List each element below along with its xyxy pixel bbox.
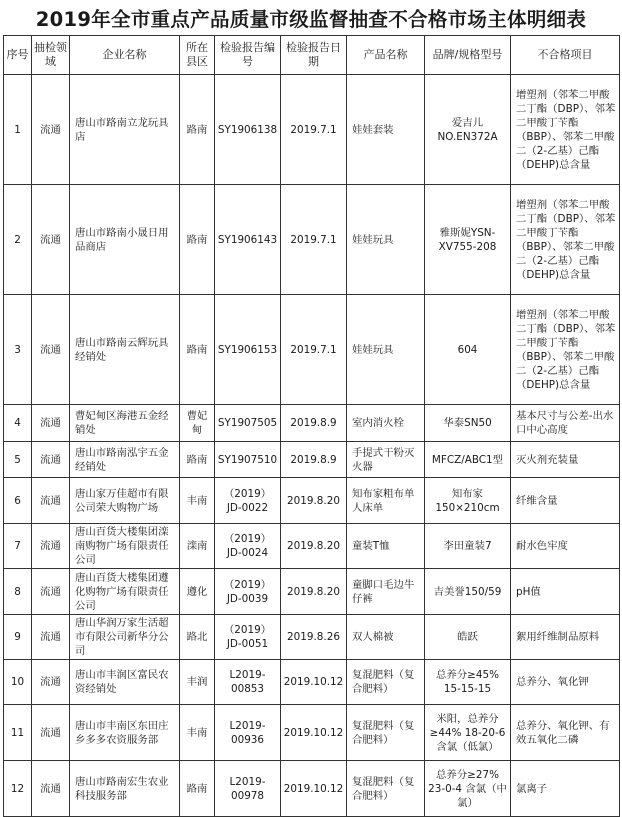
product-cell: 娃娃套装 [347, 75, 425, 185]
row-number: 1 [4, 75, 32, 185]
company-cell: 唐山市路南宏生农业科技服务部 [70, 761, 180, 817]
report-number-cell: L2019-00978 [215, 761, 281, 817]
table-row [4, 615, 620, 660]
product-cell: 复混肥料（复合肥料） [347, 761, 425, 817]
table-row [4, 75, 620, 185]
row-number: 5 [4, 442, 32, 478]
report-date-cell: 2019.8.20 [281, 478, 347, 524]
product-cell: 复混肥料（复合肥料） [347, 660, 425, 705]
report-number-cell: （2019）JD-0039 [215, 569, 281, 615]
brand-cell: 知布家 150×210cm [425, 478, 511, 524]
defect-cell: 增塑剂（邻苯二甲酸二丁酯（DBP）、邻苯二甲酸丁苄酯（BBP）、邻苯二甲酸二（2-乙基）己酯（DEHP)总含量 [511, 295, 620, 405]
product-cell: 室内消火栓 [347, 405, 425, 442]
row-number: 2 [4, 185, 32, 295]
page-title: 2019年全市重点产品质量市级监督抽查不合格市场主体明细表 [35, 8, 587, 31]
county-cell: 遵化 [180, 569, 215, 615]
county-cell: 路南 [180, 442, 215, 478]
report-number-cell: L2019-00853 [215, 660, 281, 705]
defect-cell: 总养分、氧化钾、有效五氧化二磷 [511, 705, 620, 761]
report-date-cell: 2019.10.12 [281, 761, 347, 817]
header-cell: 检验报告编号 [215, 36, 281, 75]
table-row [4, 705, 620, 761]
product-cell: 娃娃玩具 [347, 295, 425, 405]
field-cell: 流通 [32, 478, 70, 524]
row-number: 7 [4, 524, 32, 569]
header-cell: 所在县区 [180, 36, 215, 75]
defect-cell: 氯离子 [511, 761, 620, 817]
row-number: 4 [4, 405, 32, 442]
report-date-cell: 2019.8.26 [281, 615, 347, 660]
field-cell: 流通 [32, 660, 70, 705]
table-header-row [4, 36, 620, 75]
table-row [4, 405, 620, 442]
defect-cell: 耐水色牢度 [511, 524, 620, 569]
company-cell: 唐山百货大楼集团遵化购物广场有限责任公司 [70, 569, 180, 615]
county-cell: 路南 [180, 761, 215, 817]
report-number-cell: SY1907505 [215, 405, 281, 442]
brand-cell: MFCZ/ABC1型 [425, 442, 511, 478]
field-cell: 流通 [32, 442, 70, 478]
company-cell: 唐山市路南小晟日用品商店 [70, 185, 180, 295]
header-cell: 不合格项目 [511, 36, 620, 75]
company-cell: 唐山华润万家生活超市有限公司新华分公司 [70, 615, 180, 660]
row-number: 12 [4, 761, 32, 817]
report-number-cell: SY1906138 [215, 75, 281, 185]
brand-cell: 总养分≥27% 23-0-4 含氯（中氯） [425, 761, 511, 817]
table-row [4, 185, 620, 295]
defect-cell: 灭火剂充装量 [511, 442, 620, 478]
report-number-cell: SY1906143 [215, 185, 281, 295]
product-cell: 双人棉被 [347, 615, 425, 660]
product-cell: 手提式干粉灭火器 [347, 442, 425, 478]
field-cell: 流通 [32, 761, 70, 817]
detail-table [3, 35, 620, 817]
header-cell: 检验报告日期 [281, 36, 347, 75]
report-date-cell: 2019.7.1 [281, 185, 347, 295]
field-cell: 流通 [32, 569, 70, 615]
field-cell: 流通 [32, 75, 70, 185]
defect-cell: 纤维含量 [511, 478, 620, 524]
field-cell: 流通 [32, 405, 70, 442]
defect-cell: 总养分、氧化钾 [511, 660, 620, 705]
table-row [4, 295, 620, 405]
product-cell: 童脚口毛边牛仔裤 [347, 569, 425, 615]
field-cell: 流通 [32, 705, 70, 761]
brand-cell: 米阳，总养分≥44% 18-20-6 含氯（低氯） [425, 705, 511, 761]
company-cell: 唐山市路南立龙玩具店 [70, 75, 180, 185]
row-number: 9 [4, 615, 32, 660]
company-cell: 唐山百货大楼集团滦南购物广场有限责任公司 [70, 524, 180, 569]
report-date-cell: 2019.8.20 [281, 569, 347, 615]
header-cell: 企业名称 [70, 36, 180, 75]
row-number: 6 [4, 478, 32, 524]
company-cell: 唐山市路南泓宇五金经销处 [70, 442, 180, 478]
county-cell: 滦南 [180, 524, 215, 569]
company-cell: 唐山市路南云辉玩具经销处 [70, 295, 180, 405]
row-number: 11 [4, 705, 32, 761]
county-cell: 丰润 [180, 660, 215, 705]
county-cell: 丰南 [180, 478, 215, 524]
table-row [4, 524, 620, 569]
report-number-cell: SY1906153 [215, 295, 281, 405]
company-cell: 唐山家万佳超市有限公司荣大购物广场 [70, 478, 180, 524]
defect-cell: 增塑剂（邻苯二甲酸二丁酯（DBP）、邻苯二甲酸丁苄酯（BBP）、邻苯二甲酸二（2-乙基）己酯（DEHP)总含量 [511, 185, 620, 295]
product-cell: 复混肥料（复合肥料） [347, 705, 425, 761]
report-date-cell: 2019.7.1 [281, 75, 347, 185]
header-cell: 产品名称 [347, 36, 425, 75]
brand-cell: 李田童装7 [425, 524, 511, 569]
table-row [4, 478, 620, 524]
defect-cell: 基本尺寸与公差-出水口中心高度 [511, 405, 620, 442]
brand-cell: 皓跃 [425, 615, 511, 660]
report-number-cell: SY1907510 [215, 442, 281, 478]
row-number: 10 [4, 660, 32, 705]
header-cell: 抽检领域 [32, 36, 70, 75]
report-number-cell: （2019）JD-0024 [215, 524, 281, 569]
defect-cell: 增塑剂（邻苯二甲酸二丁酯（DBP）、邻苯二甲酸丁苄酯（BBP）、邻苯二甲酸二（2-乙基）己酯（DEHP)总含量 [511, 75, 620, 185]
field-cell: 流通 [32, 524, 70, 569]
report-date-cell: 2019.7.1 [281, 295, 347, 405]
brand-cell: 604 [425, 295, 511, 405]
report-date-cell: 2019.8.9 [281, 442, 347, 478]
row-number: 3 [4, 295, 32, 405]
report-number-cell: L2019-00936 [215, 705, 281, 761]
table-row [4, 442, 620, 478]
field-cell: 流通 [32, 185, 70, 295]
report-number-cell: （2019）JD-0022 [215, 478, 281, 524]
county-cell: 曹妃甸 [180, 405, 215, 442]
county-cell: 路南 [180, 295, 215, 405]
defect-cell: 絮用纤维制品原料 [511, 615, 620, 660]
report-date-cell: 2019.10.12 [281, 660, 347, 705]
field-cell: 流通 [32, 295, 70, 405]
report-date-cell: 2019.8.9 [281, 405, 347, 442]
table-row [4, 660, 620, 705]
company-cell: 唐山市丰南区东田庄乡多多农资服务部 [70, 705, 180, 761]
brand-cell: 吉美誉150/59 [425, 569, 511, 615]
table-row [4, 569, 620, 615]
company-cell: 唐山市丰润区富民农资经销处 [70, 660, 180, 705]
brand-cell: 雅斯妮YSN-XV755-208 [425, 185, 511, 295]
product-cell: 娃娃玩具 [347, 185, 425, 295]
report-date-cell: 2019.10.12 [281, 705, 347, 761]
header-cell: 序号 [4, 36, 32, 75]
report-number-cell: （2019）JD-0051 [215, 615, 281, 660]
brand-cell: 爱吉儿 NO.EN372A [425, 75, 511, 185]
brand-cell: 总养分≥45% 15-15-15 [425, 660, 511, 705]
product-cell: 知布家粗布单人床单 [347, 478, 425, 524]
product-cell: 童装T恤 [347, 524, 425, 569]
company-cell: 曹妃甸区海港五金经销处 [70, 405, 180, 442]
defect-cell: pH值 [511, 569, 620, 615]
county-cell: 丰南 [180, 705, 215, 761]
row-number: 8 [4, 569, 32, 615]
field-cell: 流通 [32, 615, 70, 660]
county-cell: 路北 [180, 615, 215, 660]
county-cell: 路南 [180, 75, 215, 185]
county-cell: 路南 [180, 185, 215, 295]
header-cell: 品牌/规格型号 [425, 36, 511, 75]
table-row [4, 761, 620, 817]
report-date-cell: 2019.8.20 [281, 524, 347, 569]
brand-cell: 华泰SN50 [425, 405, 511, 442]
